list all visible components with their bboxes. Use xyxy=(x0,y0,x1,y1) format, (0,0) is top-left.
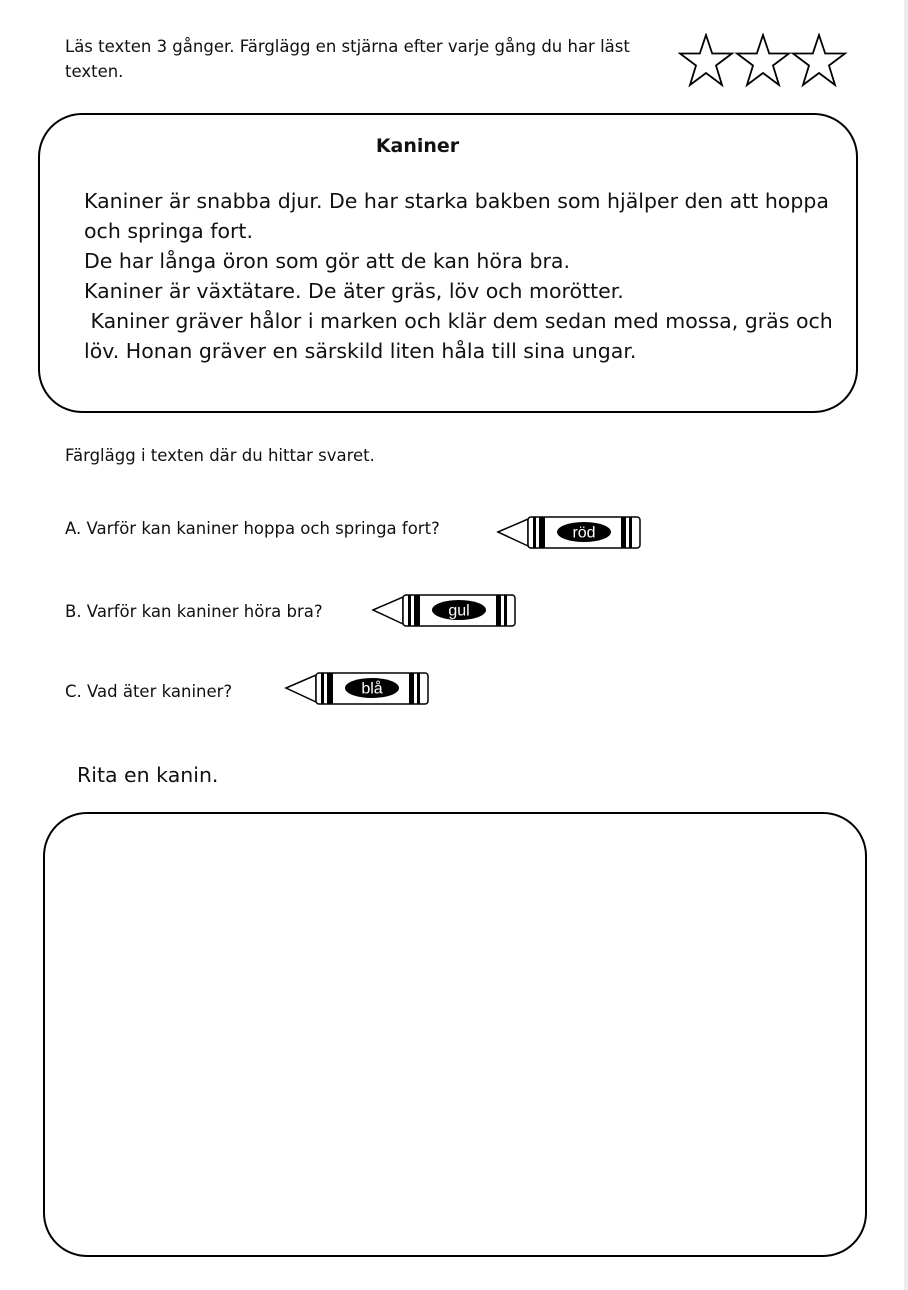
crayon-label: blå xyxy=(361,680,383,698)
reading-paragraph: De har långa öron som gör att de kan höra bra. xyxy=(84,249,570,273)
read-instruction: Läs texten 3 gånger. Färglägg en stjärna efter varje gång du har läst texten. xyxy=(65,37,630,81)
reading-title: Kaniner xyxy=(375,135,460,157)
page-edge xyxy=(904,0,908,1290)
reading-text-box xyxy=(38,113,858,413)
reading-paragraph: Kaniner gräver hålor i marken och klär dem sedan med mossa, gräs och löv. Honan gräver en särskild liten håla till sina ungar. xyxy=(84,309,840,363)
crayon-label: gul xyxy=(448,602,470,620)
drawing-area[interactable] xyxy=(43,812,867,1257)
crayon-icon xyxy=(496,515,644,550)
crayon-icon xyxy=(371,593,519,628)
star-icon-2[interactable] xyxy=(737,35,789,85)
crayon-icon xyxy=(284,671,432,706)
reading-body xyxy=(84,186,844,366)
drawing-label: Rita en kanin. xyxy=(77,763,219,787)
question-b: B. Varför kan kaniner höra bra? xyxy=(65,602,323,621)
star-icon-1[interactable] xyxy=(680,35,732,85)
reading-paragraph: Kaniner är växtätare. De äter gräs, löv och morötter. xyxy=(84,279,624,303)
color-instruction: Färglägg i texten där du hittar svaret. xyxy=(65,446,375,465)
crayon-label: röd xyxy=(572,524,596,542)
question-c: C. Vad äter kaniner? xyxy=(65,682,233,701)
star-rating[interactable] xyxy=(678,33,848,91)
question-a: A. Varför kan kaniner hoppa och springa fort? xyxy=(65,519,440,538)
reading-paragraph: Kaniner är snabba djur. De har starka bakben som hjälper den att hoppa och springa fort. xyxy=(84,189,836,243)
star-icon-3[interactable] xyxy=(793,35,845,85)
